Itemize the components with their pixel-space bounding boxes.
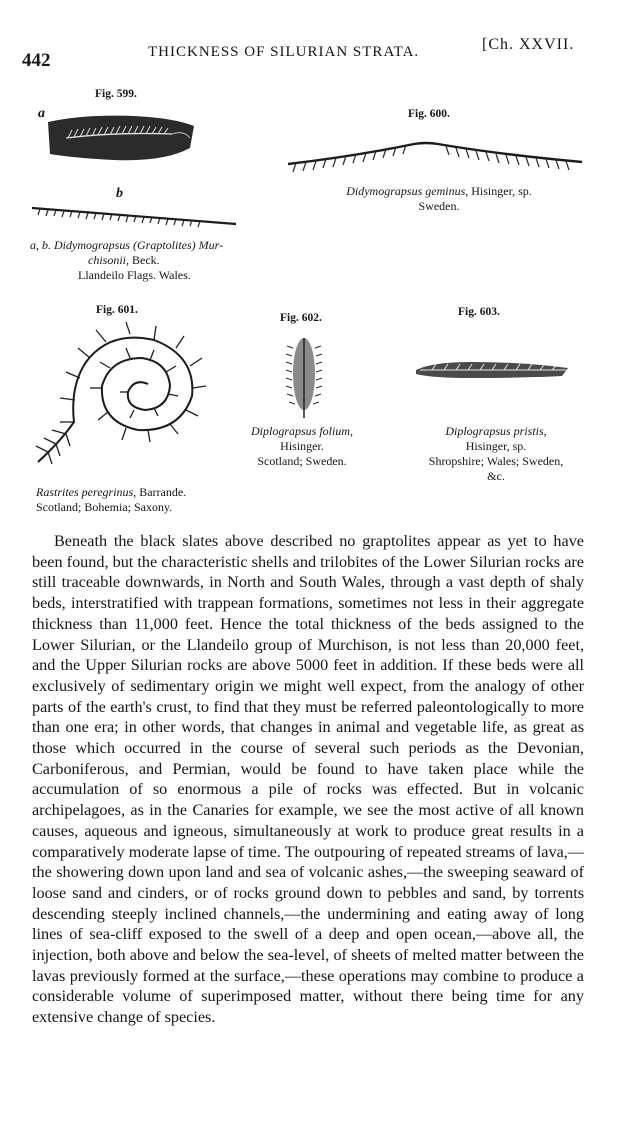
fig-602-caption-locality: Scotland; Sweden.	[257, 454, 347, 468]
fig-602-label: Fig. 602.	[280, 312, 322, 324]
fig-601-caption-locality: Scotland; Bohemia; Saxony.	[36, 500, 173, 514]
fig-601-label: Fig. 601.	[96, 304, 138, 316]
fig-599-caption	[30, 238, 244, 283]
fig-603-caption-author: Hisinger, sp.	[465, 439, 527, 453]
fig-602-caption-name: Diplograpsus folium	[250, 424, 350, 438]
fig-601-caption-author: , Barrande.	[133, 485, 187, 499]
fig-603-caption-locality: Shropshire; Wales; Sweden,	[428, 454, 564, 468]
fig-599-label: Fig. 599.	[95, 88, 137, 100]
chapter-label: [Ch. XXVII.	[482, 36, 575, 53]
fig-602-caption-author: Hisinger.	[280, 439, 324, 453]
fig-600-caption-author: , Hisinger, sp.	[465, 184, 532, 198]
fig-603-caption-name: Diplograpsus pristis	[445, 424, 544, 438]
fig-599-caption-prefix: a, b.	[30, 238, 51, 252]
body-paragraph	[32, 531, 584, 1028]
fig-603-illustration	[412, 352, 572, 386]
fig-600-caption-name: Didymograpsus geminus	[346, 184, 466, 198]
fig-603-caption: Diplograpsus pristis, Hisinger, sp. Shropshire; Wales; Sweden, &c.	[428, 424, 564, 483]
fig-600-caption	[314, 184, 564, 214]
running-title: THICKNESS OF SILURIAN STRATA.	[148, 44, 420, 60]
fig-602-caption: Diplograpsus folium, Hisinger. Scotland; Sweden.	[250, 424, 353, 468]
fig-599-caption-locality: Llandeilo Flags. Wales.	[78, 268, 191, 282]
fig-601-caption	[36, 485, 236, 515]
fig-599b-illustration	[30, 202, 240, 228]
fig-599a-illustration	[44, 108, 196, 170]
fig-599-letter-a: a	[38, 106, 45, 121]
fig-602-illustration	[284, 332, 324, 420]
fig-600-label: Fig. 600.	[408, 108, 450, 120]
fig-603-label: Fig. 603.	[458, 306, 500, 318]
fig-601-illustration	[30, 322, 220, 482]
fig-599-caption-author: , Beck.	[126, 253, 160, 267]
page-header	[0, 30, 617, 71]
fig-600-illustration	[286, 132, 586, 178]
fig-601-caption-name: Rastrites peregrinus	[36, 485, 134, 499]
fig-603-caption-locality2: &c.	[487, 469, 505, 483]
page-number: 442	[22, 50, 51, 71]
body-paragraph-text: Beneath the black slates above described no graptolites appear as yet to have been found, but the characteristic shells and trilobites of the Lower Silurian rocks are still traceable downwards, in North and South Wales, through a vast depth of shaly beds, interstratified with trappean formations, sometimes not less in their aggregate thickness than 11,000 feet. Hence the total thickness of the beds assigned to the Lower Silurian, or the Llandeilo group of Murchison, is not less than 20,000 feet, and the Upper Silurian rocks are above 5000 feet in addition. If these beds were all exclusively of sedimentary origin we might well expect, from the analogy of other parts of the earth's crust, to find that they must be referred paleontologically to more than one era; in other words, that changes in animal and vegetable life, as great as those which occurred in the course of several such periods as the Devonian, Carboniferous, and Permian, would be found to have taken place while the accumulation of so enormous a pile of rocks was effected. But in volcanic archipelagoes, as in the Canaries for example, we see the most active of all known causes, aqueous and igneous, simultaneously at work to produce great results in a comparatively moderate lapse of time. The outpouring of repeated streams of lava,—the showering down upon land and sea of volcanic ashes,—the sweeping seaward of loose sand and cinders, or of rocks ground down to pebbles and sand, by torrents descending steeply inclined channels,—the undermining and eating away of long lines of sea-cliff exposed to the swell of a deep and open ocean,—above all, the injection, both above and below the sea-level, of sheets of melted matter between the lavas previously formed at the surface,—these operations may combine to produce a considerable volume of superimposed matter, without there being time for any extensive change of species.	[32, 532, 584, 1027]
fig-599-letter-b: b	[116, 186, 123, 201]
fig-599-caption-name: Didymograpsus (Graptolites) Mur-	[54, 238, 224, 252]
fig-599-caption-name2: chisonii	[88, 253, 126, 267]
fig-600-caption-locality: Sweden.	[418, 199, 460, 213]
